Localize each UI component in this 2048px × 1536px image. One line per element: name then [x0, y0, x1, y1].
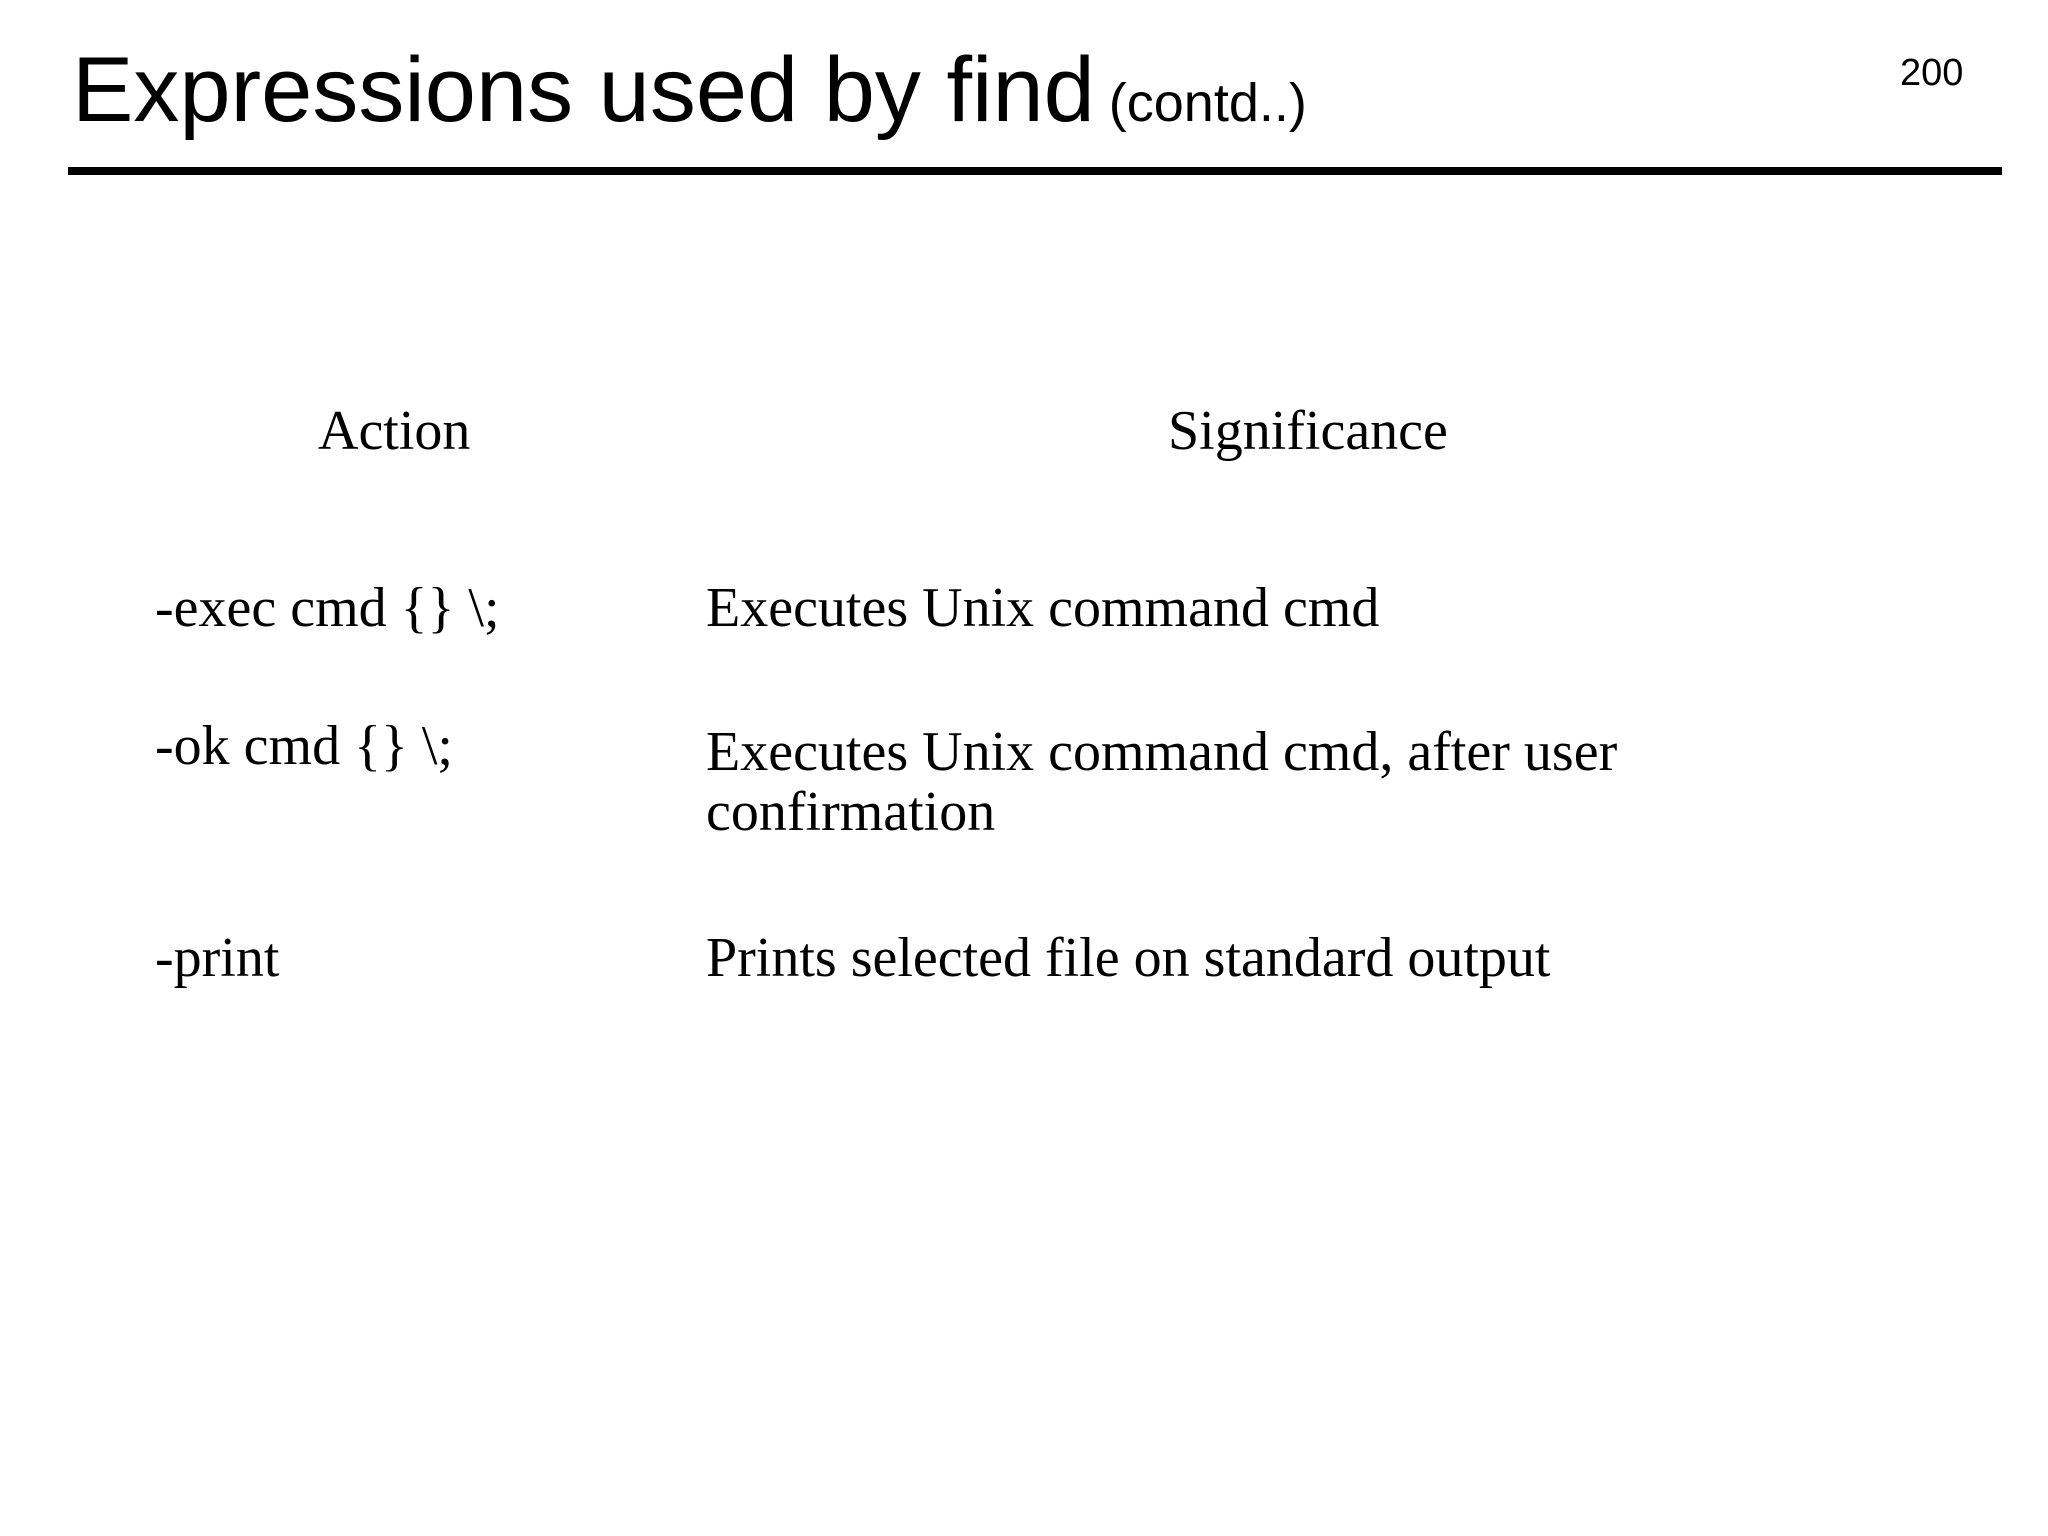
significance-cell-print: Prints selected file on standard output [706, 927, 1551, 989]
significance-cell-ok-line1: Executes Unix command cmd, after user [706, 721, 1618, 783]
significance-cell-ok [706, 722, 1806, 842]
column-header-action: Action [318, 400, 471, 462]
action-cell-ok: -ok cmd {} \; [155, 715, 453, 777]
significance-cell-ok-line2: confirmation [706, 781, 996, 843]
action-cell-exec: -exec cmd {} \; [155, 577, 500, 639]
slide-subtitle: (contd..) [1108, 73, 1307, 133]
significance-cell-exec: Executes Unix command cmd [706, 577, 1380, 639]
page-number: 200 [1900, 52, 1964, 94]
slide-title [72, 39, 1307, 141]
slide-title-text: Expressions used by find [72, 39, 1095, 141]
title-divider [68, 167, 2002, 175]
action-cell-print: -print [155, 927, 280, 989]
column-header-significance: Significance [1168, 400, 1448, 462]
